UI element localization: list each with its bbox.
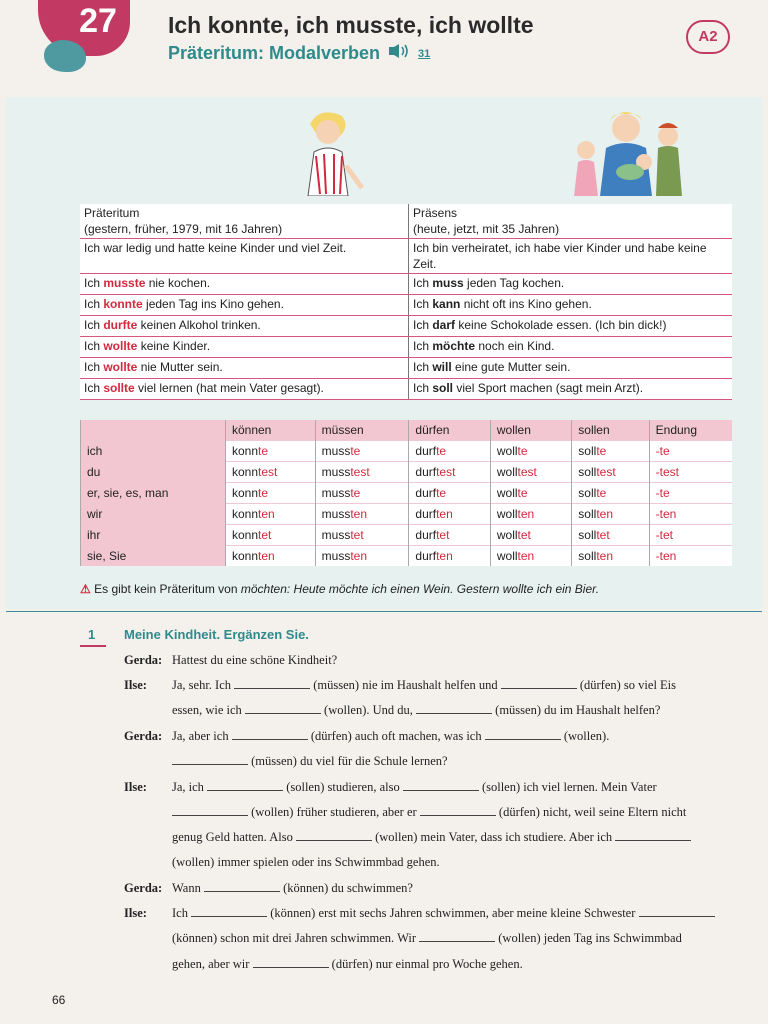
conjugation-table	[80, 420, 732, 566]
speaker-label: Ilse:	[124, 780, 147, 794]
modal-verb: möchte	[432, 339, 476, 353]
verb-ending: test	[517, 465, 537, 479]
verb-stem: soll	[578, 444, 597, 458]
exercise-number: 1	[88, 627, 96, 642]
verb-stem: soll	[578, 528, 597, 542]
verb-stem: muss	[321, 465, 351, 479]
dialogue-text: (dürfen) nicht, weil seine Eltern nicht	[495, 805, 687, 819]
page-subtitle	[168, 43, 430, 64]
verb-ending: test	[436, 465, 456, 479]
speaker-label: Gerda:	[124, 653, 163, 667]
verb-stem: konn	[231, 465, 259, 479]
praesens-sub: (heute, jetzt, mit 35 Jahren)	[413, 222, 560, 236]
praesens-cell	[409, 358, 733, 379]
verb-stem: muss	[321, 486, 351, 500]
conjugated-form	[225, 525, 315, 546]
verb-header: sollen	[572, 420, 649, 441]
conjugated-form	[572, 546, 649, 567]
comparison-row	[80, 337, 732, 358]
verb-ending: te	[258, 444, 269, 458]
comparison-row	[80, 358, 732, 379]
praesens-cell	[409, 274, 733, 295]
verb-ending: ten	[350, 549, 368, 563]
verb-ending: te	[517, 486, 528, 500]
grammar-note	[80, 582, 599, 596]
dialogue-text: (wollen) früher studieren, aber er	[248, 805, 420, 819]
exercise-number-underline	[80, 645, 106, 647]
sentence-start: Ich bin verheiratet, ich habe vier Kinder und habe keine Zeit.	[413, 241, 707, 271]
dialogue-line	[172, 855, 440, 870]
praeteritum-cell	[80, 358, 409, 379]
praeteritum-header	[80, 204, 409, 239]
comparison-row	[80, 379, 732, 400]
verb-ending: te	[436, 444, 447, 458]
subtitle-text: Präteritum: Modalverben	[168, 43, 381, 63]
verb-stem: woll	[496, 507, 518, 521]
answer-blank[interactable]	[296, 830, 372, 841]
conjugated-form	[490, 546, 571, 567]
modal-verb: sollte	[103, 381, 135, 395]
verb-header: dürfen	[409, 420, 490, 441]
verb-ending: te	[596, 486, 607, 500]
verb-ending: test	[258, 465, 278, 479]
comparison-table	[80, 204, 732, 400]
conjugation-row	[81, 504, 733, 525]
sentence-start: Ich	[413, 381, 433, 395]
sentence-start: Ich	[84, 318, 104, 332]
modal-verb: kann	[432, 297, 461, 311]
conjugated-form	[409, 441, 490, 462]
verb-stem: muss	[321, 444, 351, 458]
dialogue-text: Wann	[172, 881, 204, 895]
sentence-end: keine Schokolade essen. (Ich bin dick!)	[455, 318, 667, 332]
dialogue-text: (sollen) ich viel lernen. Mein Vater	[478, 780, 657, 794]
verb-ending: tet	[436, 528, 450, 542]
modal-verb: musste	[103, 276, 146, 290]
verb-ending: ten	[258, 507, 275, 521]
verb-ending: te	[436, 486, 447, 500]
conjugated-form	[572, 462, 649, 483]
verb-stem: konn	[231, 444, 259, 458]
sentence-start: Ich	[413, 297, 433, 311]
conjugation-row	[81, 462, 733, 483]
conjugated-form	[225, 546, 315, 567]
dialogue-line	[172, 881, 413, 896]
audio-track-number[interactable]: 31	[418, 47, 431, 60]
answer-blank[interactable]	[253, 957, 329, 968]
answer-blank[interactable]	[207, 780, 283, 791]
sentence-start: Ich	[413, 318, 433, 332]
praesens-title: Präsens	[413, 206, 458, 220]
pronoun-cell: wir	[81, 504, 226, 525]
verb-ending: te	[517, 444, 528, 458]
young-woman-illustration	[290, 106, 370, 196]
verb-header: müssen	[315, 420, 409, 441]
verb-ending: te	[350, 444, 361, 458]
dialogue-text: (müssen) nie im Haushalt helfen und	[310, 678, 501, 692]
unit-number: 27	[79, 2, 117, 40]
sentence-end: jeden Tag kochen.	[463, 276, 565, 290]
modal-verb: durfte	[103, 318, 138, 332]
conjugated-form	[409, 504, 490, 525]
conjugated-form	[572, 504, 649, 525]
dialogue-line	[172, 703, 660, 718]
dialogue-text: genug Geld hatten. Also	[172, 830, 296, 844]
comparison-row	[80, 239, 732, 274]
sentence-end: viel Sport machen (sagt mein Arzt).	[453, 381, 644, 395]
verb-stem: konn	[231, 486, 259, 500]
sentence-start: Ich	[413, 276, 433, 290]
verb-header: Endung	[649, 420, 732, 441]
modal-verb: darf	[432, 318, 456, 332]
sentence-start: Ich	[413, 339, 433, 353]
conjugated-form	[409, 525, 490, 546]
conjugated-form	[490, 504, 571, 525]
dialogue-text: (dürfen) nur einmal pro Woche gehen.	[328, 957, 523, 971]
answer-blank[interactable]	[403, 780, 479, 791]
sentence-start: Ich	[413, 360, 433, 374]
sentence-end: jeden Tag ins Kino gehen.	[142, 297, 284, 311]
conjugation-row	[81, 525, 733, 546]
sentence-end: keine Kinder.	[137, 339, 211, 353]
verb-header: wollen	[490, 420, 571, 441]
conjugated-form	[315, 546, 409, 567]
dialogue-text: gehen, aber wir	[172, 957, 253, 971]
conjugation-row	[81, 483, 733, 504]
dialogue-text: Ja, ich	[172, 780, 208, 794]
dialogue-text: (wollen) mein Vater, dass ich studiere. Aber ich	[371, 830, 616, 844]
dialogue-text: (wollen) jeden Tag ins Schwimmbad	[495, 931, 682, 945]
praeteritum-cell	[80, 337, 409, 358]
praeteritum-cell	[80, 379, 409, 400]
answer-blank[interactable]	[172, 805, 248, 816]
dialogue-line	[172, 805, 686, 820]
conjugation-row	[81, 546, 733, 567]
dialogue-line	[172, 906, 715, 921]
verb-header: können	[225, 420, 315, 441]
conjugated-form	[490, 483, 571, 504]
sentence-start: Ich	[84, 360, 104, 374]
ending-cell: -test	[649, 462, 732, 483]
sentence-end: nie kochen.	[145, 276, 211, 290]
verb-stem: durf	[415, 465, 437, 479]
answer-blank[interactable]	[245, 703, 321, 714]
conjugated-form	[315, 462, 409, 483]
page-number: 66	[52, 993, 66, 1007]
verb-stem: soll	[578, 549, 597, 563]
verb-stem: durf	[415, 444, 437, 458]
page-title: Ich konnte, ich musste, ich wollte	[168, 12, 534, 38]
praeteritum-cell	[80, 239, 409, 274]
verb-ending: ten	[350, 507, 368, 521]
comparison-row	[80, 295, 732, 316]
conjugated-form	[490, 525, 571, 546]
verb-stem: muss	[321, 507, 351, 521]
pronoun-header	[81, 420, 226, 441]
conjugated-form	[572, 483, 649, 504]
dialogue-text: (wollen) immer spielen oder ins Schwimmbad gehen.	[172, 855, 440, 869]
speaker-icon[interactable]	[388, 43, 410, 64]
conjugated-form	[409, 462, 490, 483]
sentence-start: Ich	[84, 381, 104, 395]
praesens-header	[409, 204, 733, 239]
comparison-header-row	[80, 204, 732, 239]
conjugated-form	[315, 483, 409, 504]
verb-ending: ten	[596, 549, 613, 563]
speaker-label: Ilse:	[124, 906, 147, 920]
dialogue-text: Hattest du eine schöne Kindheit?	[172, 653, 338, 667]
dialogue-text: (müssen) du im Haushalt helfen?	[492, 703, 661, 717]
dialogue-line	[172, 830, 691, 845]
verb-ending: tet	[517, 528, 531, 542]
sentence-start: Ich	[84, 339, 104, 353]
verb-stem: woll	[496, 444, 518, 458]
ending-cell: -ten	[649, 546, 732, 567]
modal-verb: wollte	[103, 339, 138, 353]
dialogue-text: (wollen). Und du,	[320, 703, 417, 717]
conjugation-row	[81, 441, 733, 462]
sentence-start: Ich	[84, 276, 104, 290]
ending-cell: -te	[649, 441, 732, 462]
level-badge: A2	[686, 20, 730, 54]
sentence-end: nie Mutter sein.	[137, 360, 223, 374]
verb-ending: ten	[517, 507, 535, 521]
verb-stem: muss	[321, 549, 351, 563]
verb-ending: test	[596, 465, 616, 479]
verb-stem: durf	[415, 528, 437, 542]
answer-blank[interactable]	[191, 906, 267, 917]
conjugated-form	[225, 483, 315, 504]
dialogue-line	[172, 653, 337, 668]
verb-ending: ten	[596, 507, 613, 521]
praesens-cell	[409, 316, 733, 337]
conjugated-form	[315, 504, 409, 525]
answer-blank[interactable]	[232, 729, 308, 740]
sentence-end: noch ein Kind.	[475, 339, 555, 353]
conjugated-form	[490, 441, 571, 462]
pronoun-cell: er, sie, es, man	[81, 483, 226, 504]
sentence-start: Ich war ledig und hatte keine Kinder und viel Zeit.	[84, 241, 347, 255]
sentence-end: keinen Alkohol trinken.	[137, 318, 261, 332]
verb-stem: soll	[578, 507, 597, 521]
dialogue-line	[172, 931, 682, 946]
verb-stem: durf	[415, 486, 437, 500]
speaker-label: Gerda:	[124, 881, 163, 895]
conjugated-form	[315, 525, 409, 546]
answer-blank[interactable]	[234, 678, 310, 689]
sentence-end: viel lernen (hat mein Vater gesagt).	[134, 381, 324, 395]
dialogue-text: (dürfen) so viel Eis	[576, 678, 677, 692]
answer-blank[interactable]	[501, 678, 577, 689]
note-italic: möchten: Heute möchte ich einen Wein. Gestern wollte ich ein Bier.	[240, 582, 600, 596]
verb-ending: tet	[258, 528, 272, 542]
conjugated-form	[315, 441, 409, 462]
answer-blank[interactable]	[639, 906, 715, 917]
sentence-start: Ich	[84, 297, 104, 311]
pronoun-cell: sie, Sie	[81, 546, 226, 567]
conjugated-form	[572, 525, 649, 546]
exercise-title: Meine Kindheit. Ergänzen Sie.	[124, 627, 309, 642]
warning-icon: ⚠	[80, 582, 91, 596]
ending-cell: -ten	[649, 504, 732, 525]
verb-ending: tet	[350, 528, 364, 542]
dialogue-line	[172, 957, 523, 972]
verb-ending: te	[350, 486, 361, 500]
answer-blank[interactable]	[485, 729, 561, 740]
verb-stem: woll	[496, 486, 518, 500]
dialogue-line	[172, 729, 609, 744]
verb-stem: konn	[231, 528, 259, 542]
modal-verb: will	[432, 360, 452, 374]
section-divider	[6, 611, 762, 612]
praeteritum-sub: (gestern, früher, 1979, mit 16 Jahren)	[84, 222, 283, 236]
note-text: Es gibt kein Präteritum von	[94, 582, 241, 596]
answer-blank[interactable]	[204, 881, 280, 892]
verb-ending: ten	[436, 507, 453, 521]
dialogue-text: essen, wie ich	[172, 703, 245, 717]
verb-stem: woll	[496, 549, 518, 563]
sentence-end: nicht oft ins Kino gehen.	[460, 297, 592, 311]
conjugated-form	[225, 504, 315, 525]
verb-ending: ten	[517, 549, 535, 563]
verb-ending: tet	[596, 528, 610, 542]
dialogue-text: Ich	[172, 906, 192, 920]
dialogue-text: (dürfen) auch oft machen, was ich	[307, 729, 485, 743]
dialogue-text: (können) schon mit drei Jahren schwimmen. Wir	[172, 931, 420, 945]
verb-stem: durf	[415, 507, 437, 521]
verb-stem: soll	[578, 486, 597, 500]
pronoun-cell: ihr	[81, 525, 226, 546]
praesens-cell	[409, 295, 733, 316]
speaker-label: Gerda:	[124, 729, 163, 743]
answer-blank[interactable]	[420, 805, 496, 816]
dialogue-line	[172, 754, 448, 769]
verb-stem: soll	[578, 465, 597, 479]
verb-ending: ten	[258, 549, 275, 563]
verb-ending: ten	[436, 549, 453, 563]
pronoun-cell: du	[81, 462, 226, 483]
dialogue-text: (sollen) studieren, also	[283, 780, 403, 794]
verb-stem: konn	[231, 549, 259, 563]
answer-blank[interactable]	[615, 830, 691, 841]
modal-verb: wollte	[103, 360, 138, 374]
answer-blank[interactable]	[419, 931, 495, 942]
dialogue-line	[172, 780, 657, 795]
ending-cell: -tet	[649, 525, 732, 546]
praesens-cell	[409, 337, 733, 358]
verb-stem: konn	[231, 507, 259, 521]
dialogue-text: Ja, sehr. Ich	[172, 678, 235, 692]
verb-ending: te	[596, 444, 607, 458]
family-illustration	[560, 106, 690, 196]
pronoun-cell: ich	[81, 441, 226, 462]
verb-ending: test	[350, 465, 370, 479]
praesens-cell	[409, 239, 733, 274]
sentence-end: eine gute Mutter sein.	[451, 360, 571, 374]
verb-stem: woll	[496, 465, 518, 479]
dialogue-text: (müssen) du viel für die Schule lernen?	[248, 754, 448, 768]
dialogue-text: Ja, aber ich	[172, 729, 232, 743]
praesens-cell	[409, 379, 733, 400]
modal-verb: muss	[432, 276, 464, 290]
praeteritum-cell	[80, 274, 409, 295]
comparison-row	[80, 274, 732, 295]
praeteritum-title: Präteritum	[84, 206, 140, 220]
modal-verb: konnte	[103, 297, 143, 311]
praeteritum-cell	[80, 316, 409, 337]
conjugated-form	[225, 462, 315, 483]
speaker-label: Ilse:	[124, 678, 147, 692]
modal-verb: soll	[432, 381, 454, 395]
verb-ending: te	[258, 486, 269, 500]
answer-blank[interactable]	[416, 703, 492, 714]
dialogue-text: (können) erst mit sechs Jahren schwimmen, aber meine kleine Schwester	[267, 906, 639, 920]
dialogue-text: (wollen).	[560, 729, 610, 743]
ending-cell: -te	[649, 483, 732, 504]
unit-badge-accent	[44, 40, 86, 72]
conjugated-form	[490, 462, 571, 483]
dialogue-line	[172, 678, 676, 693]
comparison-row	[80, 316, 732, 337]
verb-stem: woll	[496, 528, 518, 542]
conjugated-form	[225, 441, 315, 462]
conjugated-form	[572, 441, 649, 462]
answer-blank[interactable]	[172, 754, 248, 765]
verb-stem: durf	[415, 549, 437, 563]
verb-stem: muss	[321, 528, 351, 542]
dialogue-text: (können) du schwimmen?	[279, 881, 413, 895]
conjugated-form	[409, 483, 490, 504]
conjugated-form	[409, 546, 490, 567]
praeteritum-cell	[80, 295, 409, 316]
